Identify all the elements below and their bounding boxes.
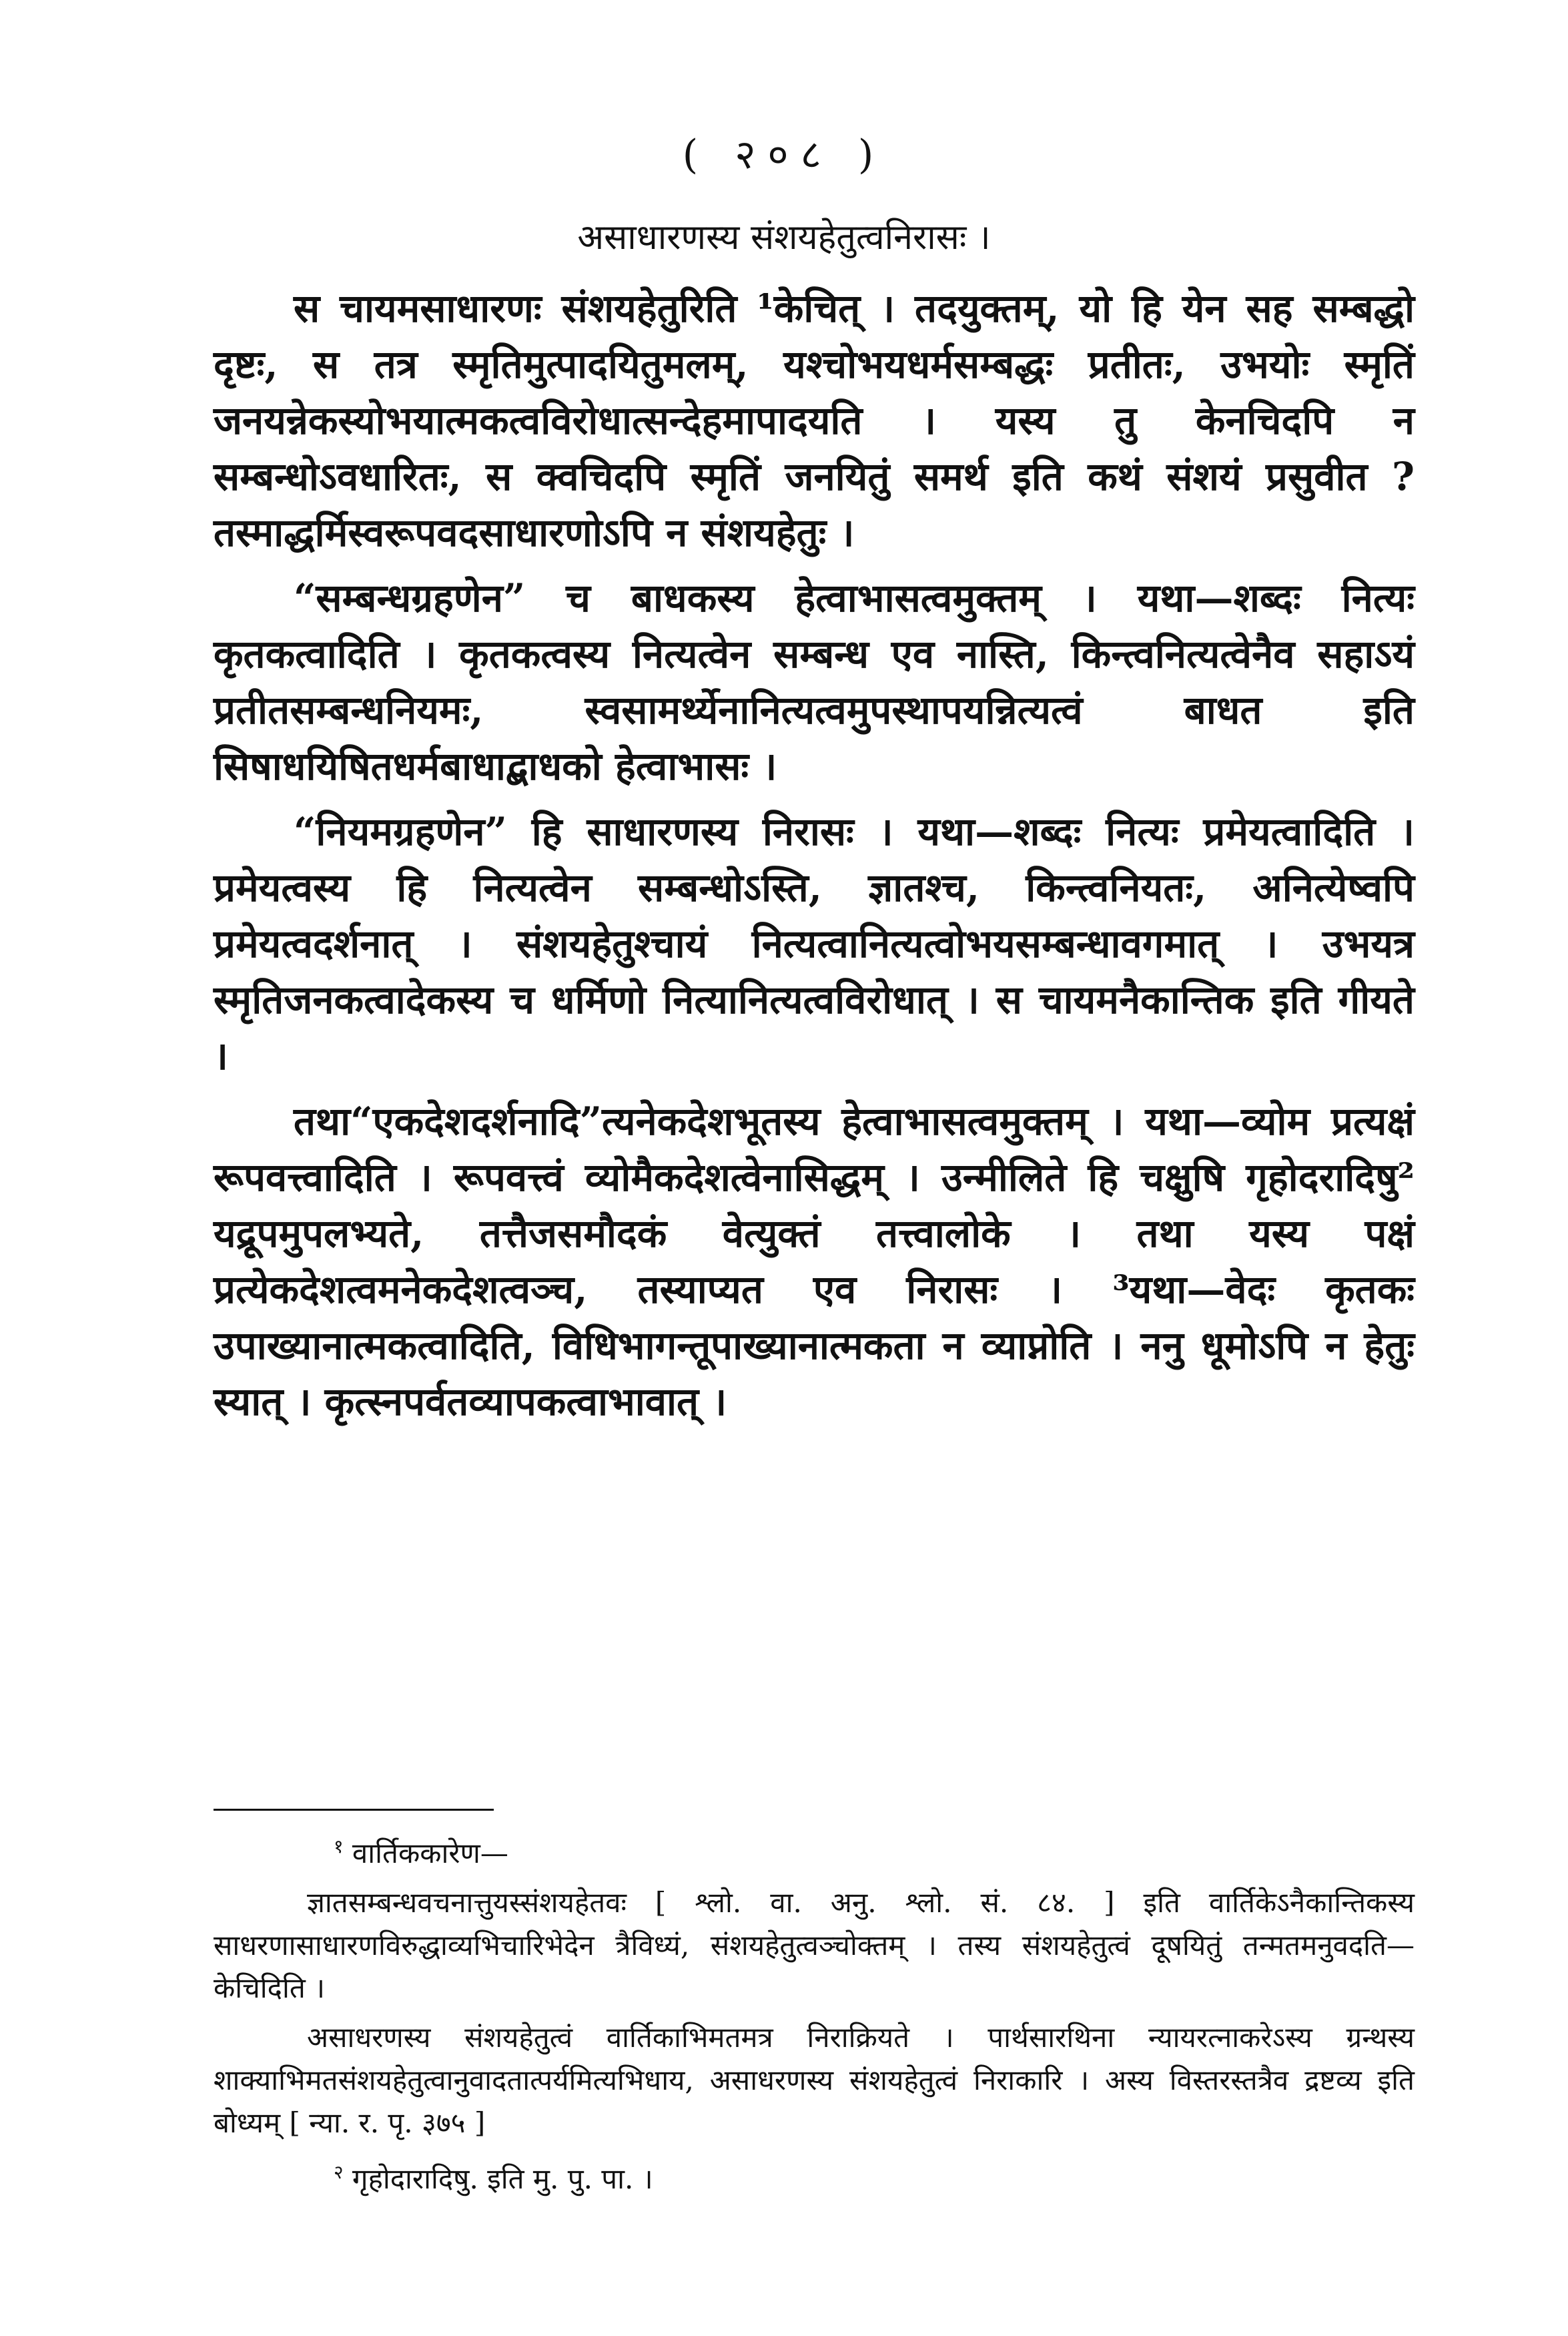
- footnote-1-label: वार्तिककारेण—: [352, 1837, 508, 1869]
- section-heading: असाधारणस्य संशयहेतुत्वनिरासः ।: [577, 218, 991, 258]
- footnote-2: [214, 2151, 1415, 2201]
- footnotes: [214, 1825, 1415, 2207]
- paragraph-2: “सम्बन्धग्रहणेन” च बाधकस्य हेत्वाभासत्वमुक्तम् । यथा—शब्दः नित्यः कृतकत्वादिति । कृतकत्वस्य नित्यत्वेन सम्बन्ध एव नास्ति, किन्त्वनित्यत्वेनैव सहाऽयं प्रतीतसम्बन्धनियमः, स्वसामर्थ्येनानित्यत्वमुपस्थापयन्नित्यत्वं बाधत इति सिषाधयिषितधर्मबाधाद्बाधको हेत्वाभासः ।: [214, 575, 1415, 789]
- paragraph-3: “नियमग्रहणेन” हि साधारणस्य निरासः । यथा—शब्दः नित्यः प्रमेयत्वादिति । प्रमेयत्वस्य हि नित्यत्वेन सम्बन्धोऽस्ति, ज्ञातश्च, किन्त्वनियतः, अनित्येष्वपि प्रमेयत्वदर्शनात् । संशयहेतुश्चायं नित्यत्वानित्यत्वोभयसम्बन्धावगमात् । उभयत्र स्मृतिजनकत्वादेकस्य च धर्मिणो नित्यानित्यत्वविरोधात् । स चायमनैकान्तिक इति गीयते ।: [214, 809, 1415, 1079]
- footnote-divider: [214, 1809, 494, 1811]
- footnote-1-number: १: [334, 1835, 344, 1857]
- footnote-2-text: गृहोदारादिषु. इति मु. पु. पा. ।: [352, 2162, 653, 2195]
- main-text: [214, 280, 1415, 1439]
- paragraph-1: स चायमसाधारणः संशयहेतुरिति ¹केचित् । तदयुक्तम्, यो हि येन सह सम्बद्धो दृष्टः, स तत्र स्मृतिमुत्पादयितुमलम्, यश्चोभयधर्मसम्बद्धः प्रतीतः, उभयोः स्मृतिं जनयन्नेकस्योभयात्मकत्वविरोधात्सन्देहमापादयति । यस्य तु केनचिदपि न सम्बन्धोऽवधारितः, स क्वचिदपि स्मृतिं जनयितुं समर्थ इति कथं संशयं प्रसुवीत ? तस्माद्धर्मिस्वरूपवदसाधारणोऽपि न संशयहेतुः ।: [214, 286, 1415, 555]
- footnote-1-paragraph-2: असाधरणस्य संशयहेतुत्वं वार्तिकाभिमतमत्र निराक्रियते । पार्थसारथिना न्यायरत्नाकरेऽस्य ग्रन्थस्य शाक्याभिमतसंशयहेतुत्वानुवादतात्पर्यमित्यभिधाय, असाधरणस्य संशयहेतुत्वं निराकारि । अस्य विस्तरस्तत्रैव द्रष्टव्य इति बोध्यम् [ न्या. र. पृ. ३७५ ]: [214, 2021, 1415, 2139]
- page-number: ( २०८ ): [682, 131, 886, 178]
- paragraph-4: तथा“एकदेशदर्शनादि”त्यनेकदेशभूतस्य हेत्वाभासत्वमुक्तम् । यथा—व्योम प्रत्यक्षं रूपवत्त्वादिति । रूपवत्त्वं व्योमैकदेशत्वेनासिद्धम् । उन्मीलिते हि चक्षुषि गृहोदरादिषु² यद्रूपमुपलभ्यते, तत्तैजसमौदकं वेत्युक्तं तत्त्वालोके । तथा यस्य पक्षं प्रत्येकदेशत्वमनेकदेशत्वञ्च, तस्याप्यत एव निरासः । ³यथा—वेदः कृतकः उपाख्यानात्मकत्वादिति, विधिभागन्तूपाख्यानात्मकता न व्याप्नोति । ननु धूमोऽपि न हेतुः स्यात् । कृत्स्नपर्वतव्यापकत्वाभावात् ।: [214, 1099, 1415, 1424]
- footnote-1-paragraph-1: ज्ञातसम्बन्धवचनात्तुयस्संशयहेतवः [ श्लो. वा. अनु. श्लो. सं. ८४. ] इति वार्तिकेऽनैकान्तिकस्य साधरणासाधारणविरुद्धाव्यभिचारिभेदेन त्रैविध्यं, संशयहेतुत्वञ्चोक्तम् । तस्य संशयहेतुत्वं दूषयितुं तन्मतमनुवदति—केचिदिति ।: [214, 1886, 1415, 2004]
- footnote-2-number: २: [334, 2161, 344, 2183]
- footnote-1-marker: [214, 1825, 1415, 1875]
